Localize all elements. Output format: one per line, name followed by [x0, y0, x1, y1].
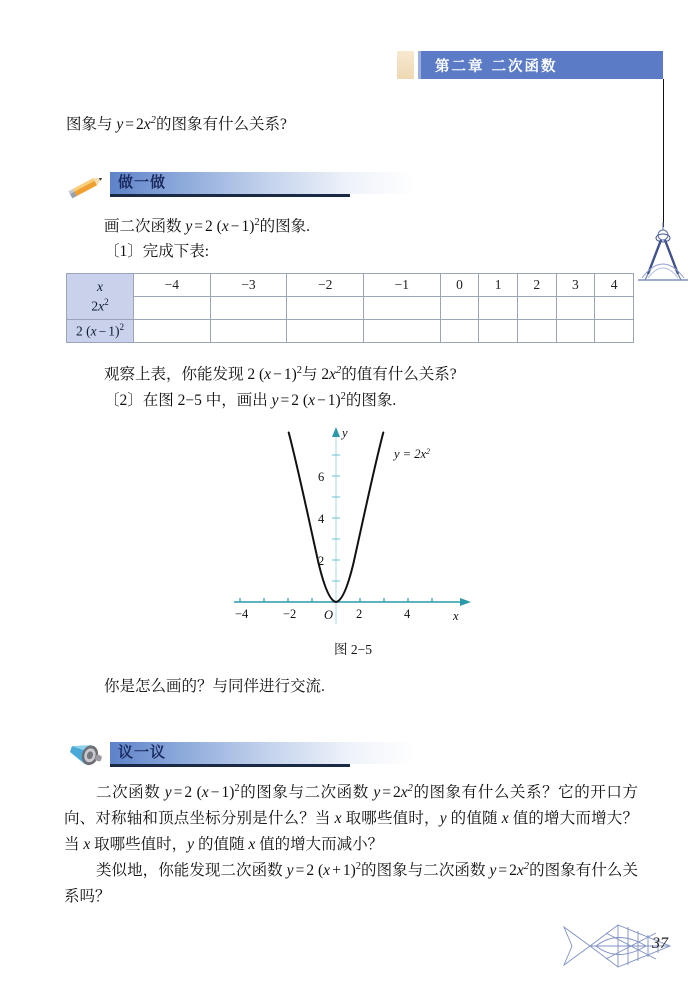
section-bar-underline: [110, 764, 350, 767]
task-line-1: 画二次函数 y = 2 $(x - 1)^2$的图象.: [104, 217, 311, 236]
section-label-zuo-yi-zuo: 做一做: [118, 173, 167, 191]
table-cell-empty[interactable]: [556, 297, 595, 320]
curve-label: $y = 2x^2$: [394, 447, 431, 461]
table-cell-empty[interactable]: [595, 297, 634, 320]
table-cell-empty[interactable]: [440, 297, 479, 320]
y-axis-label: y: [342, 426, 348, 440]
x-tick-label: 2: [356, 607, 363, 621]
table-cell-empty[interactable]: [479, 320, 518, 343]
table-cell-empty[interactable]: [134, 297, 211, 320]
table-cell: 3: [556, 274, 595, 297]
after-figure-line: 你是怎么画的？与同伴进行交流.: [104, 678, 325, 695]
x-axis-arrow: [460, 598, 471, 606]
section-bar-zuo-yi-zuo: [110, 172, 415, 200]
table-row-label-x: x: [97, 278, 103, 294]
pencil-icon: [68, 170, 110, 200]
table-cell: 0: [440, 274, 479, 297]
x-axis-label: x: [453, 609, 459, 623]
table-row-label-2x-1-2: 2 $(x - 1)^2$: [67, 320, 134, 343]
origin-label: O: [324, 608, 334, 622]
table-cell: 1: [479, 274, 518, 297]
table-cell: −1: [364, 274, 441, 297]
x-tick-label: −4: [235, 607, 249, 621]
table-cell-empty[interactable]: [479, 297, 518, 320]
y-tick-label: 6: [318, 470, 325, 484]
chapter-color-swatch: [397, 51, 414, 79]
figure-parabola-graph: [228, 424, 478, 639]
section-bar-underline: [110, 194, 350, 197]
table-cell-empty[interactable]: [440, 320, 479, 343]
table-cell-empty[interactable]: [517, 320, 556, 343]
compass-icon: [628, 222, 698, 284]
task-line-2: 〔1〕完成下表:: [104, 243, 210, 260]
section-bar-yi-yi-yi: [110, 742, 415, 770]
chapter-title: 第二章 二次函数: [435, 58, 558, 75]
discussion-paragraph-1: 二次函数 y = 2 $(x - 1)^2$的图象与二次函数 $y = 2x^2$的图象有什么关系？它的开口方向、对称轴和顶点坐标分别是什么？当 x 取哪些值时，y 的值随 x 值的增大而增大？当 x 取哪些值时，y 的值随 x 值的增大而减小？: [64, 783, 638, 854]
figure-caption: 图 2−5: [334, 642, 372, 657]
table-cell-empty[interactable]: [364, 297, 441, 320]
section-label-yi-yi-yi: 议一议: [118, 743, 167, 761]
draw-graph-line: 〔2〕在图 2−5 中，画出 y = 2 $(x - 1)^2$的图象.: [104, 391, 397, 410]
table-cell: −4: [134, 274, 211, 297]
table-cell-empty[interactable]: [364, 320, 441, 343]
chapter-header: [397, 51, 663, 79]
table-cell: 4: [595, 274, 634, 297]
table-cell-empty[interactable]: [210, 320, 287, 343]
discussion-paragraph-2: 类似地，你能发现二次函数 y = 2 $(x + 1)^2$的图象与二次函数 $y = 2x^2$的图象有什么关系吗？: [64, 861, 638, 906]
value-table: [66, 273, 634, 343]
chapter-title-bar: [418, 51, 663, 79]
section-header-yi-yi-yi: [68, 740, 415, 770]
page-number: 37: [652, 935, 668, 952]
table-cell-empty[interactable]: [134, 320, 211, 343]
table-cell-empty[interactable]: [210, 297, 287, 320]
table-row: [67, 274, 634, 297]
table-cell-empty[interactable]: [517, 297, 556, 320]
table-cell-empty[interactable]: [556, 320, 595, 343]
table-cell: −2: [287, 274, 364, 297]
table-cell: −3: [210, 274, 287, 297]
intro-line: 图象与 $y = 2x^2$的图象有什么关系?: [66, 115, 287, 134]
table-cell: 2: [517, 274, 556, 297]
table-row: [67, 320, 634, 343]
header-vertical-rule: [663, 79, 664, 227]
table-cell-empty[interactable]: [287, 297, 364, 320]
y-tick-label: 2: [318, 554, 325, 568]
y-axis-arrow: [332, 427, 340, 437]
table-row: [67, 297, 634, 320]
y-tick-label: 4: [318, 512, 325, 526]
table-head-cell-x-2x2: [67, 274, 134, 320]
table-row-label-2x2: $2x^2$: [91, 296, 109, 314]
table-cell-empty[interactable]: [287, 320, 364, 343]
x-tick-label: −2: [283, 607, 297, 621]
table-cell-empty[interactable]: [595, 320, 634, 343]
megaphone-icon: [68, 740, 110, 770]
observe-table-line: 观察上表，你能发现 2 $(x - 1)^2$与 $2x^2$的值有什么关系?: [104, 365, 457, 384]
section-header-zuo-yi-zuo: [68, 170, 415, 200]
x-tick-label: 4: [404, 607, 411, 621]
